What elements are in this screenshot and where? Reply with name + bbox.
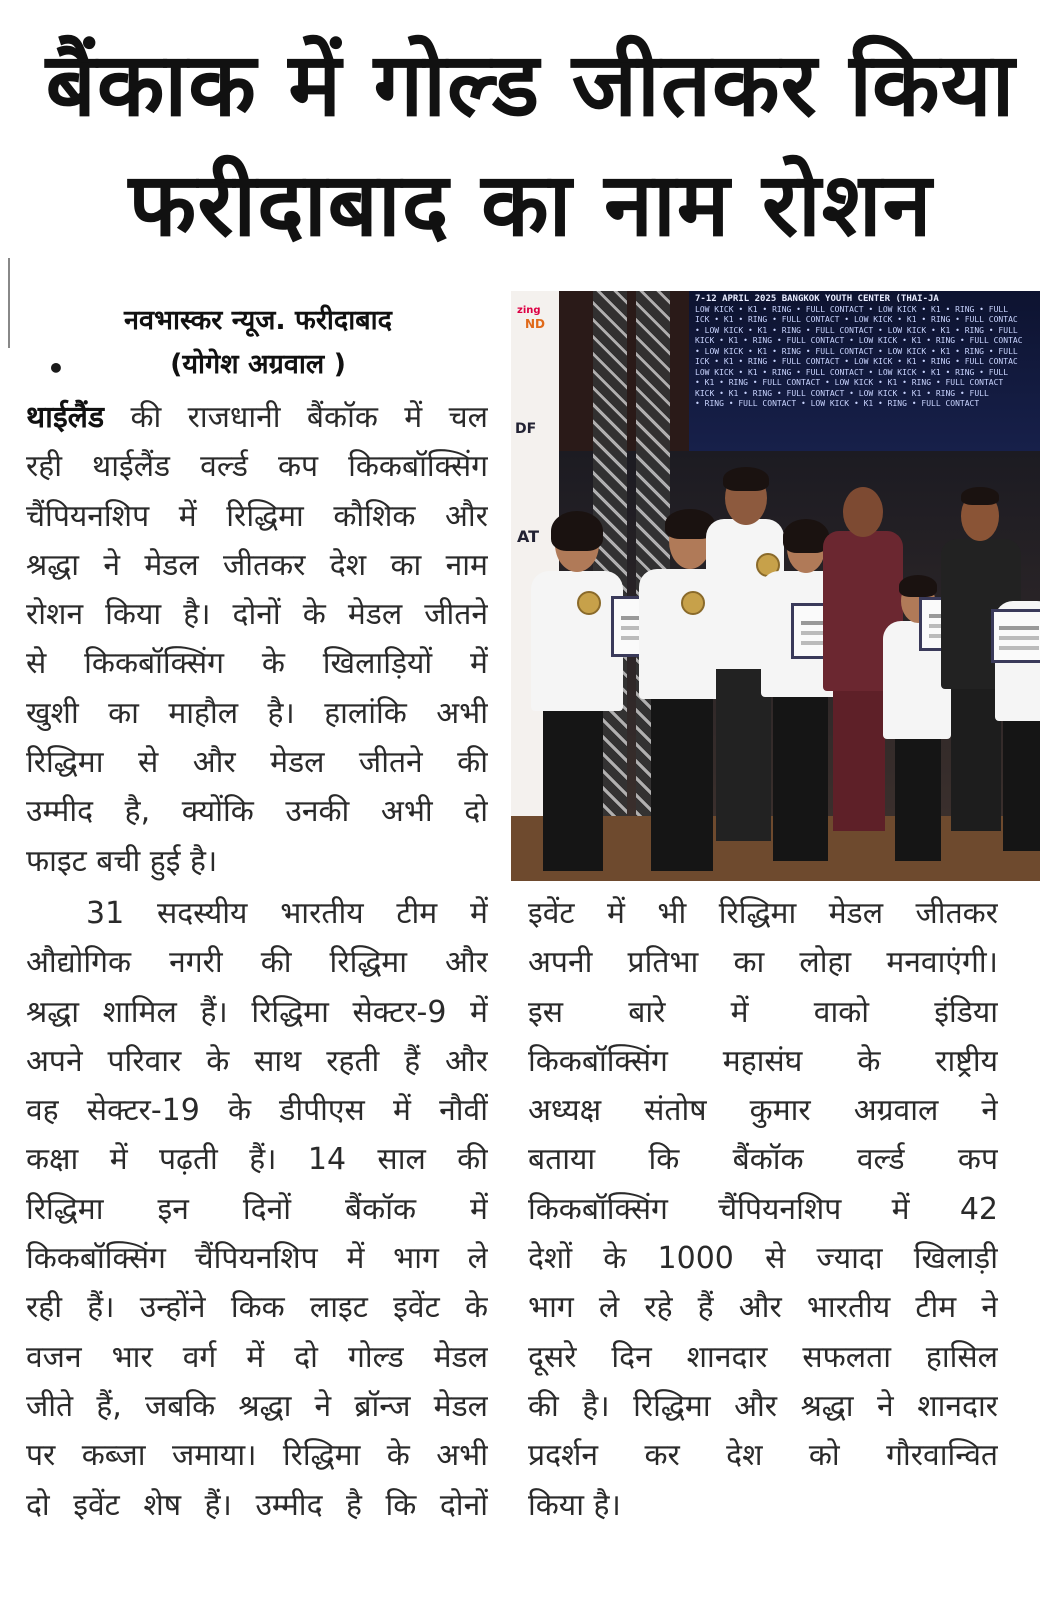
article-line: श्रद्धा ने मेडल जीतकर देश का नाम xyxy=(26,547,488,583)
screen-row: LOW KICK • K1 • RING • FULL CONTACT • LOW KICK • K1 • RING • FULL xyxy=(695,367,1009,377)
article-line: पर कब्जा जमाया। रिद्धिमा के अभी xyxy=(26,1438,488,1474)
article-line: उम्मीद है, क्योंकि उनकी अभी दो xyxy=(26,794,488,830)
article-line: देशों के 1000 से ज्यादा खिलाड़ी xyxy=(528,1241,998,1277)
screen-row: KICK • K1 • RING • FULL CONTACT • LOW KICK • K1 • RING • FULL CONTAC xyxy=(695,336,1023,345)
article-line: बताया कि बैंकॉक वर्ल्ड कप xyxy=(528,1142,998,1178)
screen-row: • RING • FULL CONTACT • LOW KICK • K1 • RING • FULL CONTACT xyxy=(695,399,980,408)
article-line: अपने परिवार के साथ रहती हैं और xyxy=(26,1043,488,1079)
led-screen xyxy=(689,291,1040,451)
article-line: से किकबॉक्सिंग के खिलाड़ियों में xyxy=(26,646,488,682)
byline-author: (योगेश अग्रवाल ) xyxy=(170,349,346,380)
article-paragraph-3 xyxy=(528,889,998,1530)
article-line: औद्योगिक नगरी की रिद्धिमा और xyxy=(26,945,488,981)
article-line: फाइट बची हुई है। xyxy=(26,843,218,879)
article-line: रोशन किया है। दोनों के मेडल जीतने xyxy=(26,597,488,633)
column-rule xyxy=(8,258,10,348)
lead-word: थाईलैंड xyxy=(26,400,105,435)
headline-line-2: फरीदाबाद का नाम रोशन xyxy=(128,153,933,256)
article-line: रिद्धिमा इन दिनों बैंकॉक में xyxy=(26,1191,488,1227)
article-line: प्रदर्शन कर देश को गौरवान्वित xyxy=(528,1438,998,1474)
banner-logo-text: AT xyxy=(517,527,540,546)
news-photo xyxy=(511,291,1040,881)
article-line: वह सेक्टर-19 के डीपीएस में नौवीं xyxy=(26,1093,488,1129)
article-line: की है। रिद्धिमा और श्रद्धा ने शानदार xyxy=(528,1388,998,1424)
article-line: किया है। xyxy=(528,1487,621,1523)
byline-source: नवभास्कर न्यूज. फरीदाबाद xyxy=(124,305,392,336)
article-line: किकबॉक्सिंग महासंघ के राष्ट्रीय xyxy=(528,1043,998,1079)
banner-logo-text: DF xyxy=(515,421,537,437)
article-line: चैंपियनशिप में रिद्धिमा कौशिक और xyxy=(26,498,488,534)
article-line: अध्यक्ष संतोष कुमार अग्रवाल ने xyxy=(528,1093,998,1129)
certificate xyxy=(991,609,1040,663)
article-line: श्रद्धा शामिल हैं। रिद्धिमा सेक्टर-9 में xyxy=(26,994,488,1030)
article-line: दूसरे दिन शानदार सफलता हासिल xyxy=(528,1339,998,1375)
headline-line-1: बैंकाक में गोल्ड जीतकर किया xyxy=(45,33,1016,136)
article-line: कक्षा में पढ़ती हैं। 14 साल की xyxy=(26,1142,488,1178)
article-line: रही हैं। उन्होंने किक लाइट इवेंट के xyxy=(26,1290,488,1326)
article-line: रही थाईलैंड वर्ल्ड कप किकबॉक्सिंग xyxy=(26,449,488,485)
article-line: दो इवेंट शेष हैं। उम्मीद है कि दोनों xyxy=(26,1487,488,1523)
article-paragraph-2 xyxy=(26,889,488,1530)
banner-logo-text: zing xyxy=(517,305,541,316)
screen-row: • LOW KICK • K1 • RING • FULL CONTACT • LOW KICK • K1 • RING • FULL xyxy=(695,325,1018,335)
article-line: 31 सदस्यीय भारतीय टीम में xyxy=(86,896,488,931)
article-line: किकबॉक्सिंग चैंपियनशिप में भाग ले xyxy=(26,1241,488,1277)
screen-title: 7-12 APRIL 2025 BANGKOK YOUTH CENTER (THAI-JA xyxy=(695,294,939,304)
screen-row: • K1 • RING • FULL CONTACT • LOW KICK • K1 • RING • FULL CONTACT xyxy=(695,378,1004,387)
article-line: जीते हैं, जबकि श्रद्धा ने ब्रॉन्ज मेडल xyxy=(26,1388,488,1424)
article-line: इस बारे में वाको इंडिया xyxy=(528,994,998,1030)
article-line: वजन भार वर्ग में दो गोल्ड मेडल xyxy=(26,1339,488,1375)
article-line: रिद्धिमा से और मेडल जीतने की xyxy=(26,745,488,781)
screen-row: ICK • K1 • RING • FULL CONTACT • LOW KICK • K1 • RING • FULL CONTAC xyxy=(695,315,1018,324)
article-line: खुशी का माहौल है। हालांकि अभी xyxy=(26,695,488,731)
banner-logo-text: ND xyxy=(525,317,546,331)
bullet-dot: • xyxy=(47,352,65,385)
article-line: अपनी प्रतिभा का लोहा मनवाएंगी। xyxy=(528,945,998,981)
screen-row: LOW KICK • K1 • RING • FULL CONTACT • LOW KICK • K1 • RING • FULL xyxy=(695,304,1009,314)
article-line: किकबॉक्सिंग चैंपियनशिप में 42 xyxy=(528,1191,998,1227)
article-line: इवेंट में भी रिद्धिमा मेडल जीतकर xyxy=(528,896,998,931)
screen-row: • LOW KICK • K1 • RING • FULL CONTACT • LOW KICK • K1 • RING • FULL xyxy=(695,346,1018,356)
article-line: थाईलैंड की राजधानी बैंकॉक में चल xyxy=(26,400,488,435)
screen-row: KICK • K1 • RING • FULL CONTACT • LOW KICK • K1 • RING • FULL xyxy=(695,388,989,398)
article-line: भाग ले रहे हैं और भारतीय टीम ने xyxy=(528,1290,998,1326)
article-paragraph-1 xyxy=(26,393,488,886)
screen-row: ICK • K1 • RING • FULL CONTACT • LOW KICK • K1 • RING • FULL CONTAC xyxy=(695,357,1018,366)
